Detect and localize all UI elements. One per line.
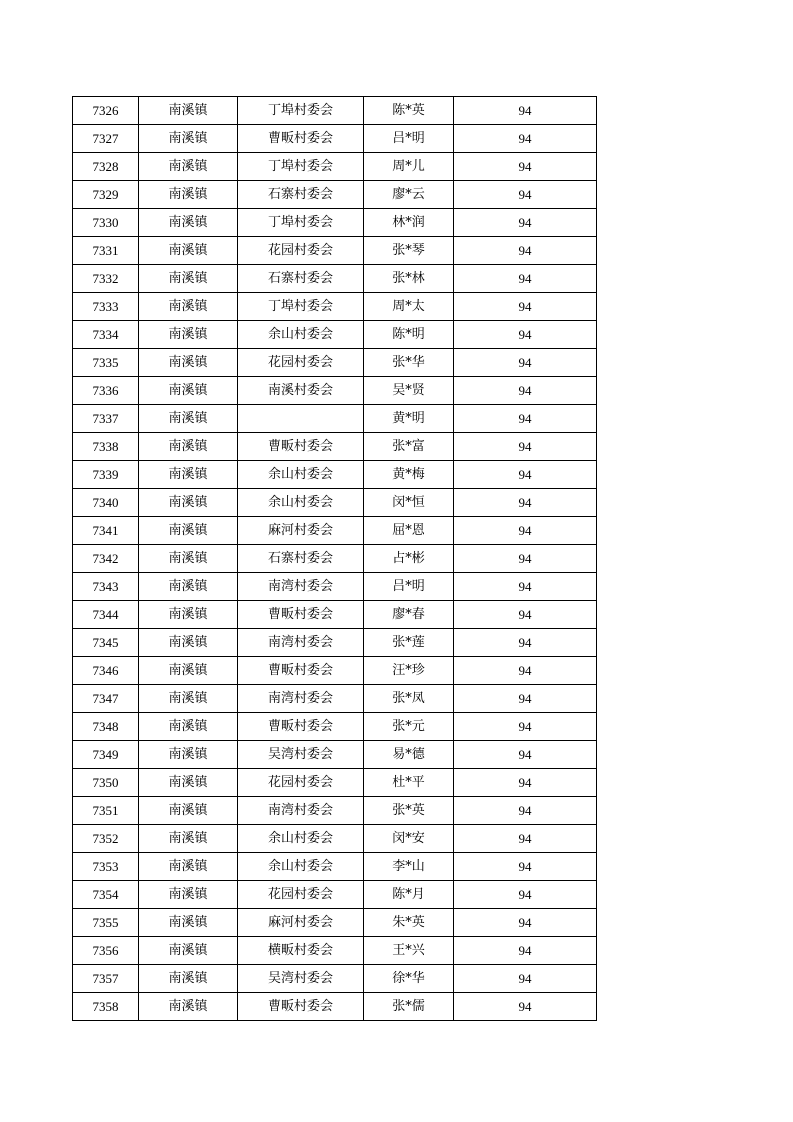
score-cell: 94 <box>454 293 597 321</box>
table-row <box>73 909 597 937</box>
person-name-cell: 张*儒 <box>364 993 454 1021</box>
score-cell: 94 <box>454 881 597 909</box>
person-name-cell: 黄*梅 <box>364 461 454 489</box>
table-row <box>73 741 597 769</box>
village-committee-cell: 麻河村委会 <box>238 517 364 545</box>
village-committee-cell: 花园村委会 <box>238 769 364 797</box>
person-name-cell: 闵*安 <box>364 825 454 853</box>
row-id-cell: 7337 <box>73 405 139 433</box>
table-row <box>73 629 597 657</box>
score-cell: 94 <box>454 321 597 349</box>
table-row <box>73 769 597 797</box>
table-row <box>73 545 597 573</box>
person-name-cell: 屈*恩 <box>364 517 454 545</box>
row-id-cell: 7353 <box>73 853 139 881</box>
table-row <box>73 573 597 601</box>
person-name-cell: 张*林 <box>364 265 454 293</box>
town-cell: 南溪镇 <box>139 461 238 489</box>
table-row <box>73 237 597 265</box>
table-row <box>73 601 597 629</box>
row-id-cell: 7339 <box>73 461 139 489</box>
person-name-cell: 吴*贤 <box>364 377 454 405</box>
person-name-cell: 陈*明 <box>364 321 454 349</box>
town-cell: 南溪镇 <box>139 209 238 237</box>
row-id-cell: 7356 <box>73 937 139 965</box>
person-name-cell: 闵*恒 <box>364 489 454 517</box>
score-cell: 94 <box>454 517 597 545</box>
score-cell: 94 <box>454 909 597 937</box>
score-cell: 94 <box>454 545 597 573</box>
person-name-cell: 陈*月 <box>364 881 454 909</box>
table-row <box>73 517 597 545</box>
town-cell: 南溪镇 <box>139 265 238 293</box>
village-committee-cell <box>238 405 364 433</box>
table-row <box>73 153 597 181</box>
village-committee-cell: 余山村委会 <box>238 825 364 853</box>
town-cell: 南溪镇 <box>139 685 238 713</box>
village-committee-cell: 南湾村委会 <box>238 573 364 601</box>
town-cell: 南溪镇 <box>139 125 238 153</box>
town-cell: 南溪镇 <box>139 489 238 517</box>
village-committee-cell: 余山村委会 <box>238 461 364 489</box>
person-name-cell: 张*华 <box>364 349 454 377</box>
village-committee-cell: 曹畈村委会 <box>238 713 364 741</box>
table-row <box>73 797 597 825</box>
village-committee-cell: 花园村委会 <box>238 237 364 265</box>
score-cell: 94 <box>454 965 597 993</box>
score-cell: 94 <box>454 349 597 377</box>
score-cell: 94 <box>454 769 597 797</box>
village-committee-cell: 石寨村委会 <box>238 545 364 573</box>
score-cell: 94 <box>454 181 597 209</box>
score-cell: 94 <box>454 405 597 433</box>
row-id-cell: 7343 <box>73 573 139 601</box>
table-row <box>73 685 597 713</box>
table-row <box>73 377 597 405</box>
village-committee-cell: 丁埠村委会 <box>238 293 364 321</box>
village-committee-cell: 余山村委会 <box>238 853 364 881</box>
person-name-cell: 张*元 <box>364 713 454 741</box>
town-cell: 南溪镇 <box>139 993 238 1021</box>
score-cell: 94 <box>454 433 597 461</box>
person-name-cell: 张*琴 <box>364 237 454 265</box>
table-row <box>73 349 597 377</box>
village-committee-cell: 花园村委会 <box>238 881 364 909</box>
row-id-cell: 7351 <box>73 797 139 825</box>
table-row <box>73 993 597 1021</box>
row-id-cell: 7326 <box>73 97 139 125</box>
row-id-cell: 7341 <box>73 517 139 545</box>
table-row <box>73 97 597 125</box>
score-cell: 94 <box>454 937 597 965</box>
person-name-cell: 陈*英 <box>364 97 454 125</box>
village-committee-cell: 丁埠村委会 <box>238 97 364 125</box>
town-cell: 南溪镇 <box>139 965 238 993</box>
person-name-cell: 杜*平 <box>364 769 454 797</box>
score-cell: 94 <box>454 741 597 769</box>
village-committee-cell: 余山村委会 <box>238 321 364 349</box>
town-cell: 南溪镇 <box>139 601 238 629</box>
town-cell: 南溪镇 <box>139 741 238 769</box>
roster-table-body <box>73 97 597 1021</box>
row-id-cell: 7340 <box>73 489 139 517</box>
table-row <box>73 713 597 741</box>
town-cell: 南溪镇 <box>139 377 238 405</box>
row-id-cell: 7327 <box>73 125 139 153</box>
town-cell: 南溪镇 <box>139 629 238 657</box>
table-row <box>73 825 597 853</box>
village-committee-cell: 丁埠村委会 <box>238 153 364 181</box>
row-id-cell: 7357 <box>73 965 139 993</box>
row-id-cell: 7334 <box>73 321 139 349</box>
village-committee-cell: 石寨村委会 <box>238 265 364 293</box>
village-committee-cell: 丁埠村委会 <box>238 209 364 237</box>
person-name-cell: 林*润 <box>364 209 454 237</box>
table-row <box>73 293 597 321</box>
town-cell: 南溪镇 <box>139 853 238 881</box>
row-id-cell: 7338 <box>73 433 139 461</box>
town-cell: 南溪镇 <box>139 545 238 573</box>
person-name-cell: 张*莲 <box>364 629 454 657</box>
table-row <box>73 853 597 881</box>
score-cell: 94 <box>454 377 597 405</box>
row-id-cell: 7349 <box>73 741 139 769</box>
village-committee-cell: 花园村委会 <box>238 349 364 377</box>
town-cell: 南溪镇 <box>139 349 238 377</box>
town-cell: 南溪镇 <box>139 153 238 181</box>
person-name-cell: 易*德 <box>364 741 454 769</box>
village-committee-cell: 曹畈村委会 <box>238 433 364 461</box>
town-cell: 南溪镇 <box>139 937 238 965</box>
table-row <box>73 937 597 965</box>
town-cell: 南溪镇 <box>139 713 238 741</box>
person-name-cell: 占*彬 <box>364 545 454 573</box>
row-id-cell: 7332 <box>73 265 139 293</box>
town-cell: 南溪镇 <box>139 181 238 209</box>
score-cell: 94 <box>454 153 597 181</box>
person-name-cell: 吕*明 <box>364 573 454 601</box>
score-cell: 94 <box>454 853 597 881</box>
table-row <box>73 405 597 433</box>
roster-table <box>72 96 597 1021</box>
row-id-cell: 7358 <box>73 993 139 1021</box>
table-row <box>73 461 597 489</box>
town-cell: 南溪镇 <box>139 909 238 937</box>
person-name-cell: 周*儿 <box>364 153 454 181</box>
row-id-cell: 7354 <box>73 881 139 909</box>
person-name-cell: 张*富 <box>364 433 454 461</box>
town-cell: 南溪镇 <box>139 405 238 433</box>
village-committee-cell: 横畈村委会 <box>238 937 364 965</box>
score-cell: 94 <box>454 825 597 853</box>
person-name-cell: 黄*明 <box>364 405 454 433</box>
table-row <box>73 181 597 209</box>
village-committee-cell: 曹畈村委会 <box>238 993 364 1021</box>
town-cell: 南溪镇 <box>139 321 238 349</box>
score-cell: 94 <box>454 125 597 153</box>
score-cell: 94 <box>454 461 597 489</box>
score-cell: 94 <box>454 713 597 741</box>
row-id-cell: 7333 <box>73 293 139 321</box>
person-name-cell: 张*英 <box>364 797 454 825</box>
village-committee-cell: 曹畈村委会 <box>238 601 364 629</box>
row-id-cell: 7347 <box>73 685 139 713</box>
score-cell: 94 <box>454 265 597 293</box>
table-row <box>73 125 597 153</box>
village-committee-cell: 南湾村委会 <box>238 685 364 713</box>
row-id-cell: 7352 <box>73 825 139 853</box>
score-cell: 94 <box>454 97 597 125</box>
score-cell: 94 <box>454 657 597 685</box>
town-cell: 南溪镇 <box>139 769 238 797</box>
village-committee-cell: 麻河村委会 <box>238 909 364 937</box>
person-name-cell: 周*太 <box>364 293 454 321</box>
table-row <box>73 881 597 909</box>
row-id-cell: 7350 <box>73 769 139 797</box>
score-cell: 94 <box>454 237 597 265</box>
row-id-cell: 7335 <box>73 349 139 377</box>
town-cell: 南溪镇 <box>139 517 238 545</box>
town-cell: 南溪镇 <box>139 797 238 825</box>
person-name-cell: 吕*明 <box>364 125 454 153</box>
village-committee-cell: 南溪村委会 <box>238 377 364 405</box>
person-name-cell: 廖*云 <box>364 181 454 209</box>
village-committee-cell: 吴湾村委会 <box>238 965 364 993</box>
row-id-cell: 7346 <box>73 657 139 685</box>
row-id-cell: 7342 <box>73 545 139 573</box>
town-cell: 南溪镇 <box>139 657 238 685</box>
table-row <box>73 265 597 293</box>
table-row <box>73 489 597 517</box>
table-row <box>73 209 597 237</box>
person-name-cell: 张*凤 <box>364 685 454 713</box>
person-name-cell: 廖*春 <box>364 601 454 629</box>
score-cell: 94 <box>454 573 597 601</box>
row-id-cell: 7344 <box>73 601 139 629</box>
village-committee-cell: 石寨村委会 <box>238 181 364 209</box>
score-cell: 94 <box>454 209 597 237</box>
score-cell: 94 <box>454 629 597 657</box>
table-row <box>73 433 597 461</box>
row-id-cell: 7330 <box>73 209 139 237</box>
score-cell: 94 <box>454 685 597 713</box>
row-id-cell: 7348 <box>73 713 139 741</box>
village-committee-cell: 吴湾村委会 <box>238 741 364 769</box>
town-cell: 南溪镇 <box>139 573 238 601</box>
person-name-cell: 李*山 <box>364 853 454 881</box>
row-id-cell: 7355 <box>73 909 139 937</box>
person-name-cell: 徐*华 <box>364 965 454 993</box>
person-name-cell: 王*兴 <box>364 937 454 965</box>
row-id-cell: 7336 <box>73 377 139 405</box>
score-cell: 94 <box>454 993 597 1021</box>
village-committee-cell: 曹畈村委会 <box>238 657 364 685</box>
town-cell: 南溪镇 <box>139 293 238 321</box>
village-committee-cell: 南湾村委会 <box>238 797 364 825</box>
table-row <box>73 321 597 349</box>
town-cell: 南溪镇 <box>139 825 238 853</box>
row-id-cell: 7331 <box>73 237 139 265</box>
town-cell: 南溪镇 <box>139 433 238 461</box>
row-id-cell: 7328 <box>73 153 139 181</box>
village-committee-cell: 南湾村委会 <box>238 629 364 657</box>
town-cell: 南溪镇 <box>139 881 238 909</box>
table-row <box>73 965 597 993</box>
village-committee-cell: 曹畈村委会 <box>238 125 364 153</box>
score-cell: 94 <box>454 489 597 517</box>
town-cell: 南溪镇 <box>139 237 238 265</box>
village-committee-cell: 余山村委会 <box>238 489 364 517</box>
town-cell: 南溪镇 <box>139 97 238 125</box>
row-id-cell: 7345 <box>73 629 139 657</box>
person-name-cell: 汪*珍 <box>364 657 454 685</box>
table-row <box>73 657 597 685</box>
person-name-cell: 朱*英 <box>364 909 454 937</box>
score-cell: 94 <box>454 797 597 825</box>
row-id-cell: 7329 <box>73 181 139 209</box>
score-cell: 94 <box>454 601 597 629</box>
